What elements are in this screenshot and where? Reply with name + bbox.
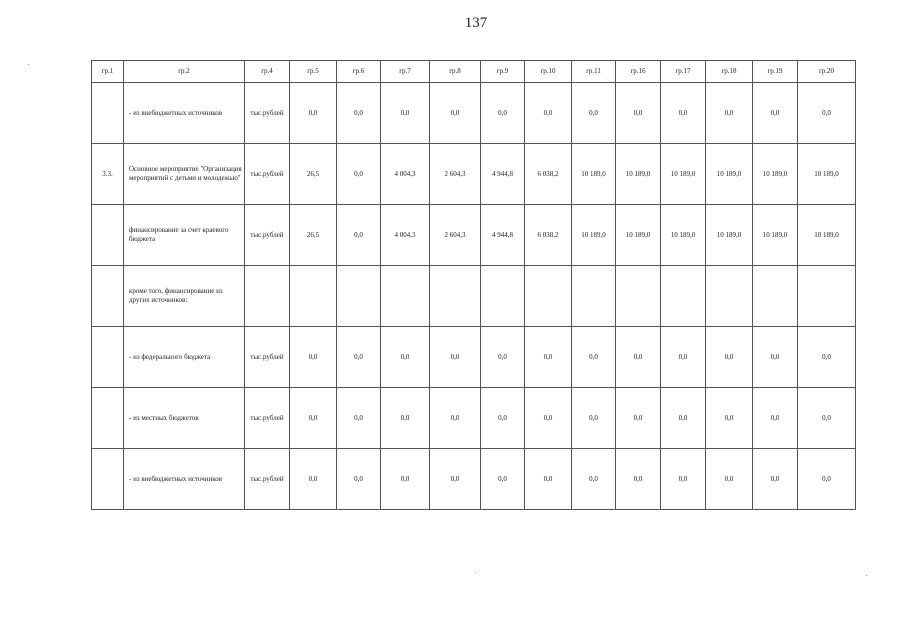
value-cell: 0,0 bbox=[525, 327, 572, 388]
value-cell: 10 189,0 bbox=[661, 144, 706, 205]
value-cell: 0,0 bbox=[337, 83, 381, 144]
value-cell bbox=[661, 266, 706, 327]
value-cell: 4 944,8 bbox=[481, 205, 525, 266]
value-cell: 10 189,0 bbox=[798, 205, 856, 266]
value-cell: 0,0 bbox=[798, 83, 856, 144]
value-cell: 0,0 bbox=[706, 83, 753, 144]
row-description: - из федерального бюджета bbox=[124, 327, 245, 388]
value-cell: 0,0 bbox=[798, 449, 856, 510]
row-number bbox=[92, 388, 124, 449]
value-cell bbox=[381, 266, 430, 327]
value-cell: 2 604,3 bbox=[430, 205, 481, 266]
table-row bbox=[92, 449, 856, 510]
value-cell: 0,0 bbox=[430, 327, 481, 388]
column-header: гр.6 bbox=[337, 61, 381, 83]
value-cell bbox=[525, 266, 572, 327]
value-cell: 0,0 bbox=[481, 449, 525, 510]
table-row bbox=[92, 144, 856, 205]
row-description: - из внебюджетных источников bbox=[124, 83, 245, 144]
budget-table bbox=[91, 60, 856, 510]
value-cell: 0,0 bbox=[290, 83, 337, 144]
value-cell: 4 944,8 bbox=[481, 144, 525, 205]
table-row bbox=[92, 388, 856, 449]
column-header: гр.19 bbox=[753, 61, 798, 83]
page-number: 137 bbox=[464, 15, 488, 31]
value-cell: 6 038,2 bbox=[525, 205, 572, 266]
value-cell: 10 189,0 bbox=[616, 144, 661, 205]
row-unit: тыс.рублей bbox=[245, 205, 290, 266]
value-cell: 10 189,0 bbox=[572, 205, 616, 266]
row-unit: тыс.рублей bbox=[245, 327, 290, 388]
scan-speck bbox=[28, 64, 29, 65]
table-body bbox=[92, 83, 856, 510]
row-number bbox=[92, 266, 124, 327]
value-cell: 10 189,0 bbox=[753, 205, 798, 266]
row-unit: тыс.рублей bbox=[245, 144, 290, 205]
value-cell bbox=[706, 266, 753, 327]
scan-speck bbox=[866, 575, 867, 576]
table-row bbox=[92, 83, 856, 144]
column-header: гр.9 bbox=[481, 61, 525, 83]
value-cell: 0,0 bbox=[753, 449, 798, 510]
row-number bbox=[92, 327, 124, 388]
column-header: гр.20 bbox=[798, 61, 856, 83]
value-cell: 26,5 bbox=[290, 205, 337, 266]
value-cell bbox=[753, 266, 798, 327]
value-cell: 10 189,0 bbox=[572, 144, 616, 205]
value-cell: 0,0 bbox=[290, 327, 337, 388]
value-cell: 10 189,0 bbox=[706, 205, 753, 266]
row-unit: тыс.рублей bbox=[245, 83, 290, 144]
value-cell: 0,0 bbox=[290, 449, 337, 510]
value-cell: 0,0 bbox=[572, 327, 616, 388]
value-cell: 0,0 bbox=[616, 449, 661, 510]
value-cell: 10 189,0 bbox=[753, 144, 798, 205]
row-unit bbox=[245, 266, 290, 327]
row-number bbox=[92, 449, 124, 510]
value-cell: 0,0 bbox=[337, 144, 381, 205]
value-cell: 10 189,0 bbox=[798, 144, 856, 205]
value-cell: 0,0 bbox=[337, 388, 381, 449]
row-description: - из внебюджетных источников bbox=[124, 449, 245, 510]
value-cell: 0,0 bbox=[661, 449, 706, 510]
value-cell: 0,0 bbox=[616, 388, 661, 449]
value-cell: 0,0 bbox=[753, 388, 798, 449]
row-unit: тыс.рублей bbox=[245, 388, 290, 449]
value-cell: 0,0 bbox=[706, 388, 753, 449]
value-cell: 2 604,3 bbox=[430, 144, 481, 205]
header-row bbox=[92, 61, 856, 83]
value-cell: 0,0 bbox=[572, 388, 616, 449]
row-description: - из местных бюджетов bbox=[124, 388, 245, 449]
value-cell: 0,0 bbox=[616, 327, 661, 388]
row-number: 3.3. bbox=[92, 144, 124, 205]
column-header: гр.16 bbox=[616, 61, 661, 83]
value-cell: 26,5 bbox=[290, 144, 337, 205]
column-header: гр.1 bbox=[92, 61, 124, 83]
value-cell: 0,0 bbox=[337, 327, 381, 388]
value-cell bbox=[481, 266, 525, 327]
value-cell: 0,0 bbox=[616, 83, 661, 144]
column-header: гр.2 bbox=[124, 61, 245, 83]
value-cell bbox=[798, 266, 856, 327]
value-cell: 4 004,3 bbox=[381, 144, 430, 205]
value-cell: 0,0 bbox=[481, 388, 525, 449]
column-header: гр.11 bbox=[572, 61, 616, 83]
value-cell: 10 189,0 bbox=[661, 205, 706, 266]
value-cell: 0,0 bbox=[481, 327, 525, 388]
value-cell bbox=[616, 266, 661, 327]
value-cell bbox=[290, 266, 337, 327]
value-cell: 0,0 bbox=[753, 83, 798, 144]
row-number bbox=[92, 205, 124, 266]
value-cell: 0,0 bbox=[525, 449, 572, 510]
row-number bbox=[92, 83, 124, 144]
value-cell: 0,0 bbox=[290, 388, 337, 449]
value-cell: 0,0 bbox=[430, 83, 481, 144]
column-header: гр.18 bbox=[706, 61, 753, 83]
value-cell: 0,0 bbox=[430, 449, 481, 510]
value-cell: 0,0 bbox=[661, 83, 706, 144]
value-cell bbox=[430, 266, 481, 327]
value-cell: 0,0 bbox=[525, 83, 572, 144]
value-cell bbox=[337, 266, 381, 327]
value-cell: 4 004,3 bbox=[381, 205, 430, 266]
value-cell: 0,0 bbox=[337, 205, 381, 266]
value-cell: 0,0 bbox=[481, 83, 525, 144]
table-row bbox=[92, 205, 856, 266]
value-cell: 0,0 bbox=[753, 327, 798, 388]
value-cell: 0,0 bbox=[706, 449, 753, 510]
value-cell: 0,0 bbox=[798, 388, 856, 449]
column-header: гр.4 bbox=[245, 61, 290, 83]
value-cell: 0,0 bbox=[525, 388, 572, 449]
column-header: гр.17 bbox=[661, 61, 706, 83]
value-cell: 0,0 bbox=[661, 327, 706, 388]
value-cell: 0,0 bbox=[381, 449, 430, 510]
column-header: гр.7 bbox=[381, 61, 430, 83]
value-cell: 10 189,0 bbox=[616, 205, 661, 266]
table-row bbox=[92, 327, 856, 388]
value-cell: 0,0 bbox=[706, 327, 753, 388]
row-description: финансирование за счет краевого бюджета bbox=[124, 205, 245, 266]
value-cell: 0,0 bbox=[661, 388, 706, 449]
value-cell: 10 189,0 bbox=[706, 144, 753, 205]
value-cell: 0,0 bbox=[572, 449, 616, 510]
value-cell: 0,0 bbox=[381, 327, 430, 388]
value-cell: 0,0 bbox=[381, 83, 430, 144]
column-header: гр.5 bbox=[290, 61, 337, 83]
value-cell: 0,0 bbox=[430, 388, 481, 449]
value-cell: 0,0 bbox=[572, 83, 616, 144]
table-row bbox=[92, 266, 856, 327]
value-cell: 0,0 bbox=[381, 388, 430, 449]
scan-speck bbox=[475, 572, 476, 573]
value-cell bbox=[572, 266, 616, 327]
column-header: гр.10 bbox=[525, 61, 572, 83]
value-cell: 0,0 bbox=[337, 449, 381, 510]
value-cell: 6 038,2 bbox=[525, 144, 572, 205]
column-header: гр.8 bbox=[430, 61, 481, 83]
row-unit: тыс.рублей bbox=[245, 449, 290, 510]
row-description: Основное мероприятие "Организация мероприятий с детьми и молодежью" bbox=[124, 144, 245, 205]
value-cell: 0,0 bbox=[798, 327, 856, 388]
row-description: кроме того, финансирование из других источников: bbox=[124, 266, 245, 327]
